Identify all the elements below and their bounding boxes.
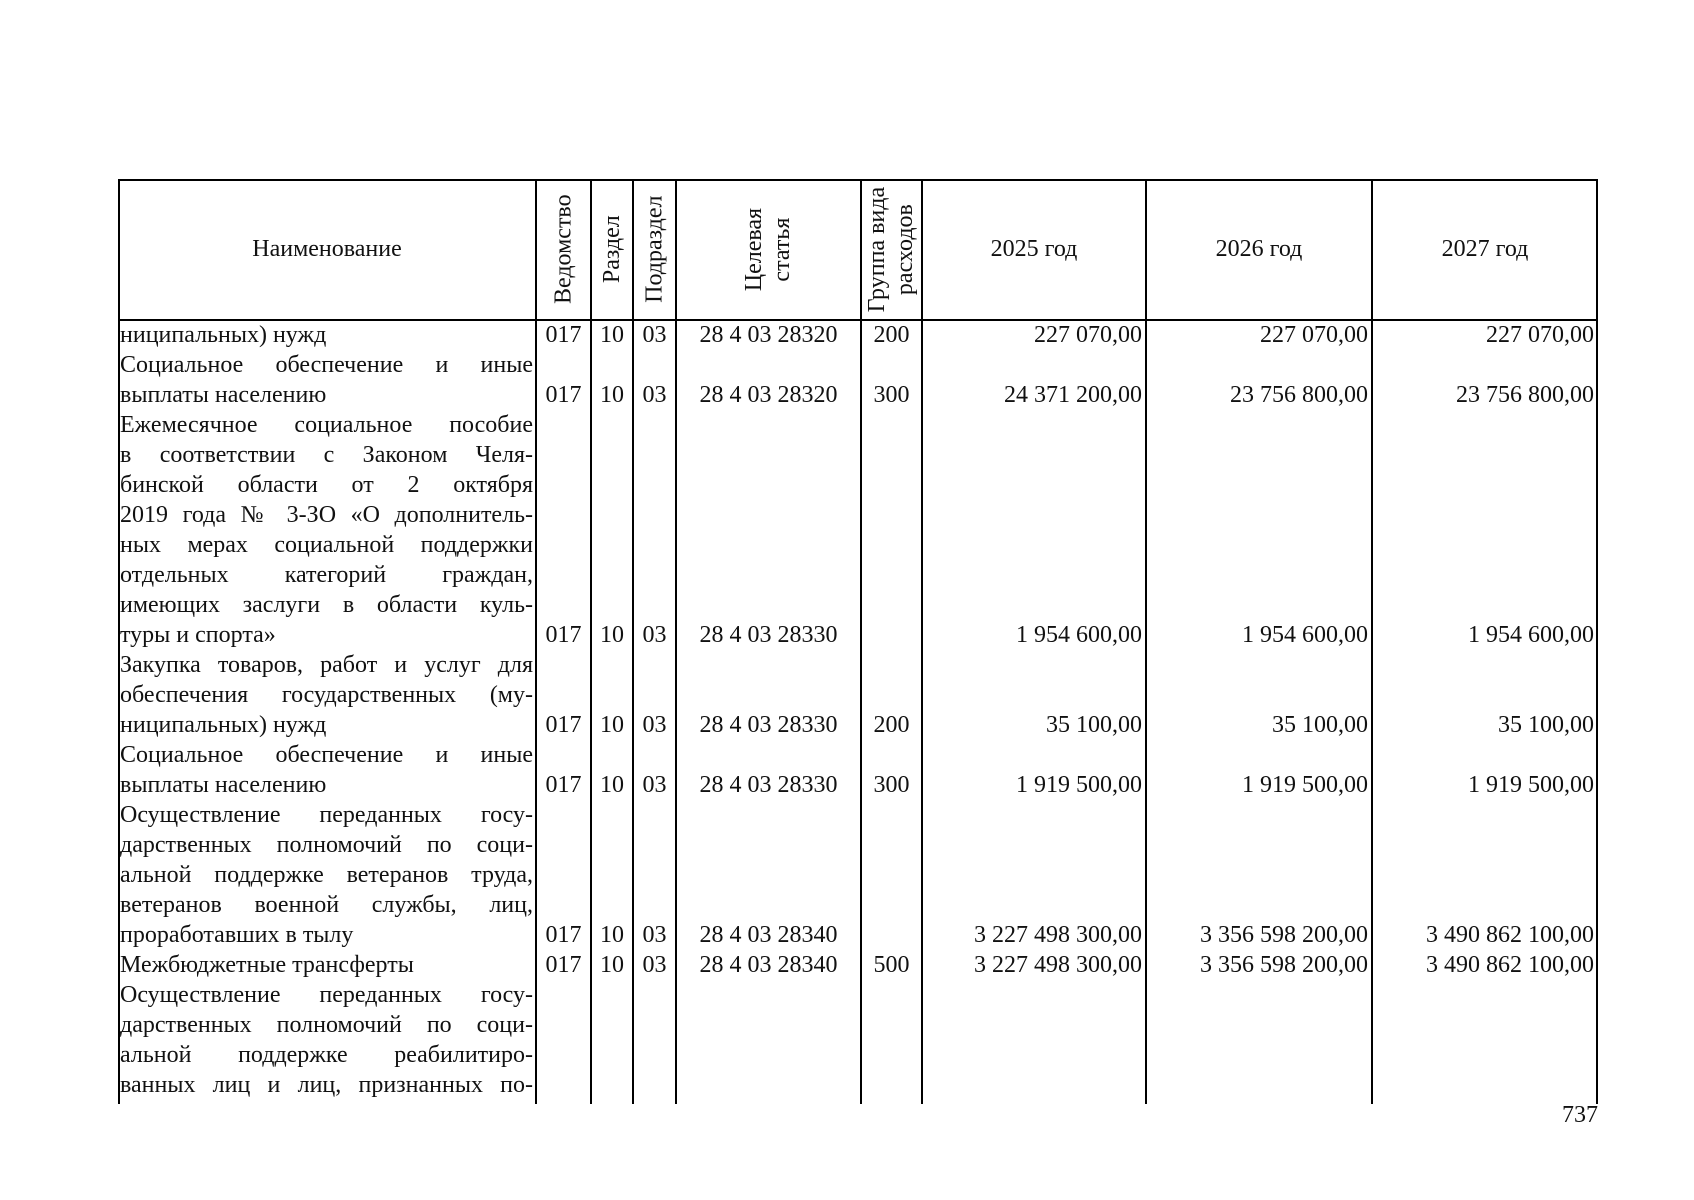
cell-target-article: 28 4 03 28320	[699, 322, 838, 348]
row-name	[120, 320, 533, 350]
table-row	[118, 350, 1598, 410]
header-year-2026	[1146, 179, 1372, 320]
header-razdel-label: Раздел	[598, 215, 625, 284]
cell-podrazdel: 03	[642, 382, 667, 408]
cell-podrazdel: 03	[642, 952, 667, 978]
cell-amount-2026: 3 356 598 200,00	[1200, 922, 1368, 948]
row-name-line: ных мерах социальной поддержки	[120, 532, 533, 558]
cell-expense-group: 200	[873, 322, 910, 348]
row-name-line: Межбюджетные трансферты	[120, 952, 414, 978]
cell-amount-2026: 1 919 500,00	[1242, 772, 1368, 798]
cell-amount-2027: 35 100,00	[1498, 712, 1594, 738]
header-year-2026-label: 2026 год	[1215, 236, 1303, 263]
header-group-line2: расходов	[891, 204, 918, 295]
cell-target-article: 28 4 03 28320	[699, 382, 838, 408]
row-name	[120, 800, 533, 950]
cell-podrazdel: 03	[642, 772, 667, 798]
header-expense-group	[861, 179, 922, 320]
row-name-line: 2019 года № 3-ЗО «О дополнитель-	[120, 502, 533, 528]
table-row	[118, 650, 1598, 740]
cell-expense-group: 300	[873, 382, 910, 408]
cell-expense-group: 300	[873, 772, 910, 798]
cell-amount-2025: 1 919 500,00	[1016, 772, 1142, 798]
header-razdel	[591, 179, 633, 320]
header-target-line1: Целевая	[740, 207, 767, 292]
cell-podrazdel: 03	[642, 712, 667, 738]
header-year-2027	[1372, 179, 1598, 320]
header-year-2025-label: 2025 год	[990, 236, 1078, 263]
row-name-line: выплаты населению	[120, 382, 327, 408]
row-name	[120, 950, 533, 980]
cell-target-article: 28 4 03 28330	[699, 772, 838, 798]
cell-razdel: 10	[600, 712, 624, 738]
cell-vedomstvo: 017	[545, 922, 582, 948]
cell-amount-2026: 3 356 598 200,00	[1200, 952, 1368, 978]
row-name-line: выплаты населению	[120, 772, 327, 798]
cell-amount-2027: 23 756 800,00	[1456, 382, 1594, 408]
row-name	[120, 980, 533, 1100]
cell-vedomstvo: 017	[545, 622, 582, 648]
row-name-line: бинской области от 2 октября	[120, 472, 533, 498]
cell-target-article: 28 4 03 28340	[699, 952, 838, 978]
row-name-line: ниципальных) нужд	[120, 322, 327, 348]
cell-podrazdel: 03	[642, 922, 667, 948]
cell-razdel: 10	[600, 952, 624, 978]
table-row	[118, 320, 1598, 350]
cell-amount-2027: 1 919 500,00	[1468, 772, 1594, 798]
row-name	[120, 350, 533, 410]
cell-amount-2026: 227 070,00	[1260, 322, 1368, 348]
cell-amount-2025: 1 954 600,00	[1016, 622, 1142, 648]
cell-target-article: 28 4 03 28340	[699, 922, 838, 948]
header-podrazdel-label: Подраздел	[641, 195, 668, 304]
table-top-border	[118, 179, 1598, 181]
row-name-line: отдельных категорий граждан,	[120, 562, 533, 588]
table-row	[118, 950, 1598, 980]
row-name-line: Осуществление переданных госу-	[120, 982, 533, 1008]
row-name-line: ванных лиц и лиц, признанных по-	[120, 1072, 533, 1098]
page-number: 737	[1562, 1102, 1598, 1128]
header-year-2027-label: 2027 год	[1441, 236, 1529, 263]
row-name-line: альной поддержке ветеранов труда,	[120, 862, 533, 888]
row-name-line: в соответствии с Законом Челя-	[120, 442, 533, 468]
cell-amount-2027: 3 490 862 100,00	[1426, 922, 1594, 948]
cell-amount-2025: 3 227 498 300,00	[974, 952, 1142, 978]
header-target-article	[676, 179, 861, 320]
cell-amount-2026: 35 100,00	[1272, 712, 1368, 738]
cell-vedomstvo: 017	[545, 772, 582, 798]
header-name-label: Наименование	[252, 236, 402, 263]
row-name-line: дарственных полномочий по соци-	[120, 832, 533, 858]
cell-amount-2025: 24 371 200,00	[1004, 382, 1142, 408]
table-row	[118, 980, 1598, 1100]
header-name	[118, 179, 536, 320]
header-podrazdel	[633, 179, 676, 320]
row-name-line: Социальное обеспечение и иные	[120, 742, 533, 768]
cell-expense-group: 200	[873, 712, 910, 738]
cell-amount-2026: 1 954 600,00	[1242, 622, 1368, 648]
cell-razdel: 10	[600, 382, 624, 408]
table-row	[118, 740, 1598, 800]
row-name-line: Закупка товаров, работ и услуг для	[120, 652, 533, 678]
header-target-line2: статья	[768, 217, 795, 282]
header-expense-group-label	[864, 187, 919, 312]
cell-amount-2027: 1 954 600,00	[1468, 622, 1594, 648]
cell-vedomstvo: 017	[545, 712, 582, 738]
cell-podrazdel: 03	[642, 622, 667, 648]
row-name-line: туры и спорта»	[120, 622, 276, 648]
row-name-line: ниципальных) нужд	[120, 712, 327, 738]
cell-razdel: 10	[600, 772, 624, 798]
row-name	[120, 410, 533, 650]
cell-podrazdel: 03	[642, 322, 667, 348]
cell-expense-group: 500	[873, 952, 910, 978]
row-name-line: обеспечения государственных (му-	[120, 682, 533, 708]
cell-target-article: 28 4 03 28330	[699, 712, 838, 738]
cell-amount-2025: 227 070,00	[1034, 322, 1142, 348]
cell-amount-2026: 23 756 800,00	[1230, 382, 1368, 408]
header-group-line1: Группа вида	[863, 186, 890, 313]
cell-razdel: 10	[600, 322, 624, 348]
cell-vedomstvo: 017	[545, 952, 582, 978]
cell-vedomstvo: 017	[545, 382, 582, 408]
row-name-line: ветеранов военной службы, лиц,	[120, 892, 533, 918]
header-vedomstvo-label: Ведомство	[550, 194, 577, 305]
cell-amount-2027: 3 490 862 100,00	[1426, 952, 1594, 978]
row-name-line: Социальное обеспечение и иные	[120, 352, 533, 378]
row-name-line: дарственных полномочий по соци-	[120, 1012, 533, 1038]
cell-amount-2025: 3 227 498 300,00	[974, 922, 1142, 948]
cell-amount-2025: 35 100,00	[1046, 712, 1142, 738]
budget-table	[118, 179, 1598, 1104]
row-name	[120, 740, 533, 800]
row-name-line: имеющих заслуги в области куль-	[120, 592, 533, 618]
row-name-line: Осуществление переданных госу-	[120, 802, 533, 828]
cell-vedomstvo: 017	[545, 322, 582, 348]
row-name-line: проработавших в тылу	[120, 922, 354, 948]
cell-razdel: 10	[600, 622, 624, 648]
cell-razdel: 10	[600, 922, 624, 948]
table-row	[118, 410, 1598, 650]
row-name-line: альной поддержке реабилитиро-	[120, 1042, 533, 1068]
header-vedomstvo	[536, 179, 591, 320]
row-name	[120, 650, 533, 740]
cell-target-article: 28 4 03 28330	[699, 622, 838, 648]
table-row	[118, 800, 1598, 950]
row-name-line: Ежемесячное социальное пособие	[120, 412, 533, 438]
header-year-2025	[922, 179, 1146, 320]
header-target-article-label	[741, 208, 796, 291]
cell-amount-2027: 227 070,00	[1486, 322, 1594, 348]
